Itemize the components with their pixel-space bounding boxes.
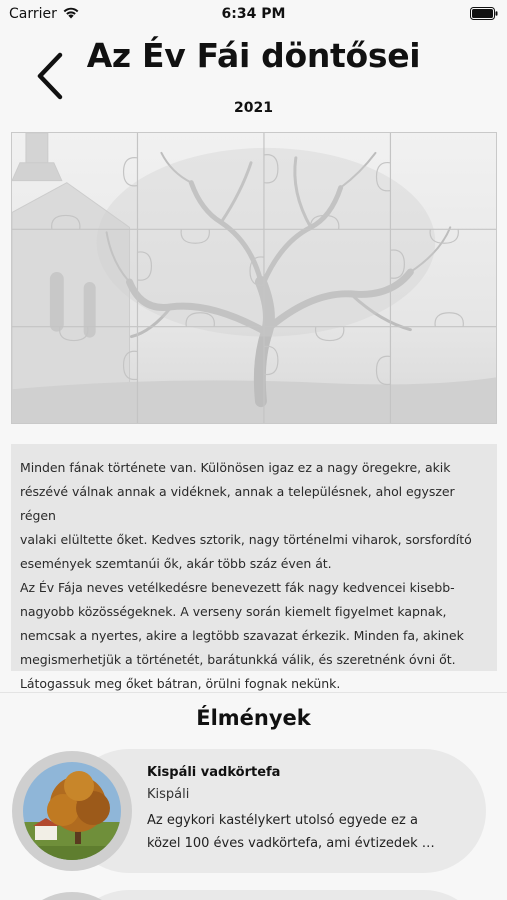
back-button[interactable]	[30, 50, 70, 102]
experience-card[interactable]	[12, 749, 486, 873]
tree-puzzle-image[interactable]	[11, 132, 497, 424]
page-title: Az Év Fái döntősei	[86, 36, 421, 75]
card-place: Kispáli	[147, 787, 190, 802]
card-photo	[23, 762, 121, 860]
section-divider	[0, 692, 507, 693]
description-box	[11, 444, 497, 691]
card-background	[67, 890, 486, 900]
battery-icon	[470, 7, 498, 20]
card-description: Az egykori kastélykert utolsó egyede ez a közel 100 éves vadkörtefa, ami évtizedek …	[147, 813, 435, 851]
experience-card[interactable]	[12, 890, 486, 900]
clock: 6:34 PM	[221, 6, 286, 22]
card-title: Kispáli vadkörtefa	[147, 765, 281, 780]
experiences-title: Élmények	[196, 706, 311, 730]
description-text: Minden fának története van. Különösen igaz ez a nagy öregekre, akik részévé válnak annak a vidéknek, annak a településnek, ahol egyszer régen valaki elültette őket. Kedves sztorik, nagy történelmi viharok, sorsfordító események szemtanúi ők, akár több száz éven át. Az Év Fája neves vetélkedésre benevezett fák nagy kedvencei kisebb- nagyobb közösségeknek. A verseny során kiemelt figyelmet kapnak, nemcsak a nyertes, akire a legtöbb szavazat érkezik. Minden fa, akinek megismerhetjük a történetét, barátunkká válik, és szeretnénk óvni őt. Látogassuk meg őket bátran, örülni fognak nekünk.	[20, 460, 472, 691]
year-label: 2021	[234, 100, 273, 116]
carrier-label: Carrier	[9, 6, 57, 22]
status-bar	[0, 0, 507, 28]
